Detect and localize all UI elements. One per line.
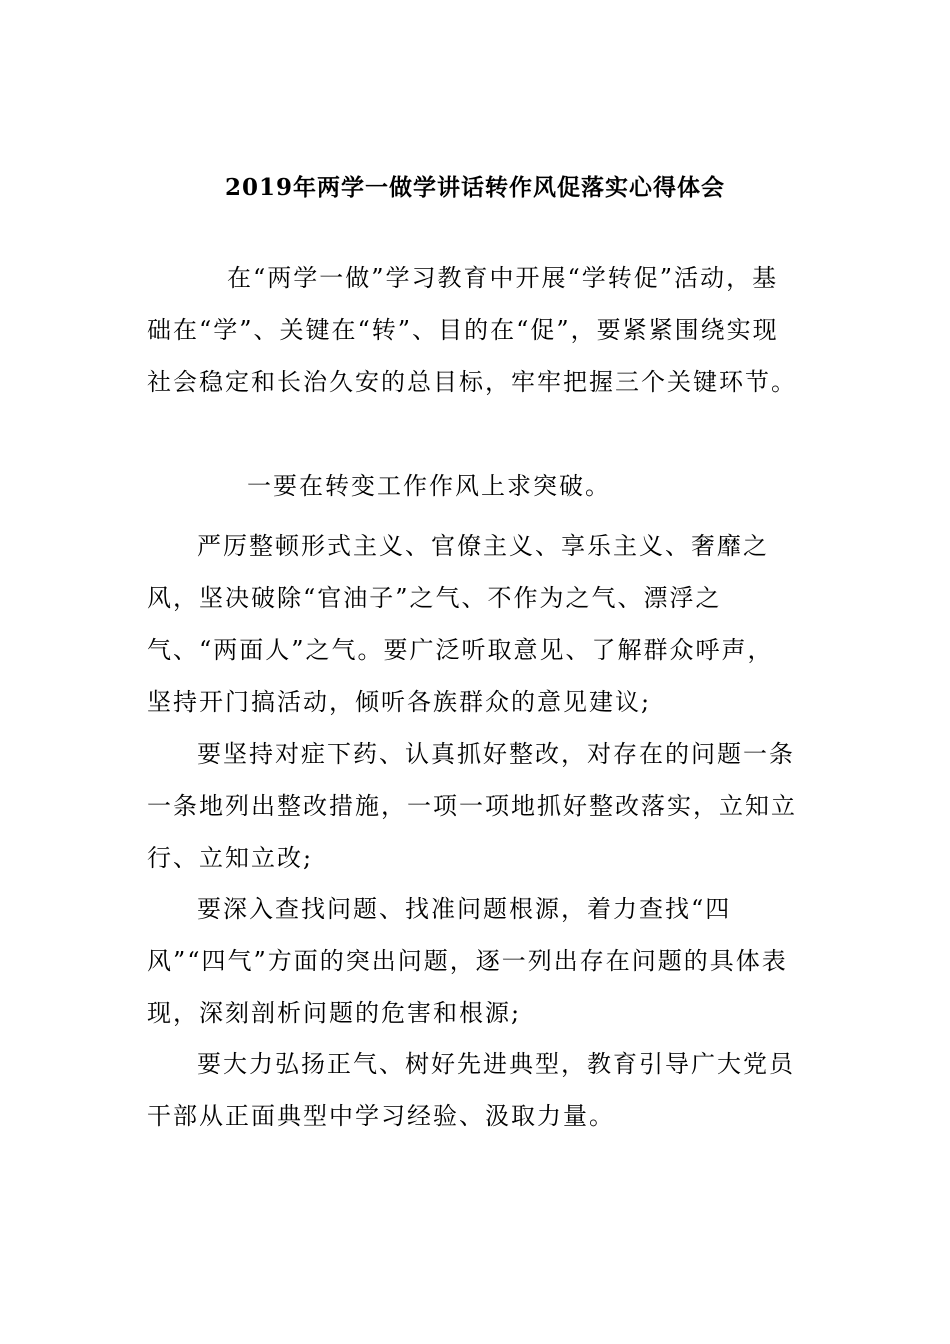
paragraph-rectify-style: 严厉整顿形式主义、官僚主义、享乐主义、奢靡之风，坚决破除“官油子”之气、不作为之气、漂浮之气、“两面人”之气。要广泛听取意见、了解群众呼声，坚持开门搞活动，倾听各族群众的意见建议; [147,532,774,716]
document-title: 2019年两学一做学讲话转作风促落实心得体会 [224,174,725,201]
paragraph-find-problems: 要深入查找问题、找准问题根源，着力查找“四风”“四气”方面的突出问题，逐一列出存在问题的具体表现，深刻剖析问题的危害和根源; [147,895,788,1027]
paragraph-heading-1: 一要在转变工作作风上求突破。 [247,472,611,500]
paragraph-promote-integrity: 要大力弘扬正气、树好先进典型，教育引导广大党员干部从正面典型中学习经验、汲取力量。 [147,1050,795,1130]
paragraph-rectification: 要坚持对症下药、认真抓好整改，对存在的问题一条一条地列出整改措施，一项一项地抓好整改落实，立知立行、立知立改; [147,740,797,872]
paragraph-intro: 在“两学一做”学习教育中开展“学转促”活动，基础在“学”、关键在“转”、目的在“促”，要紧紧围绕实现社会稳定和长治久安的总目标，牢牢把握三个关键环节。 [147,264,797,396]
